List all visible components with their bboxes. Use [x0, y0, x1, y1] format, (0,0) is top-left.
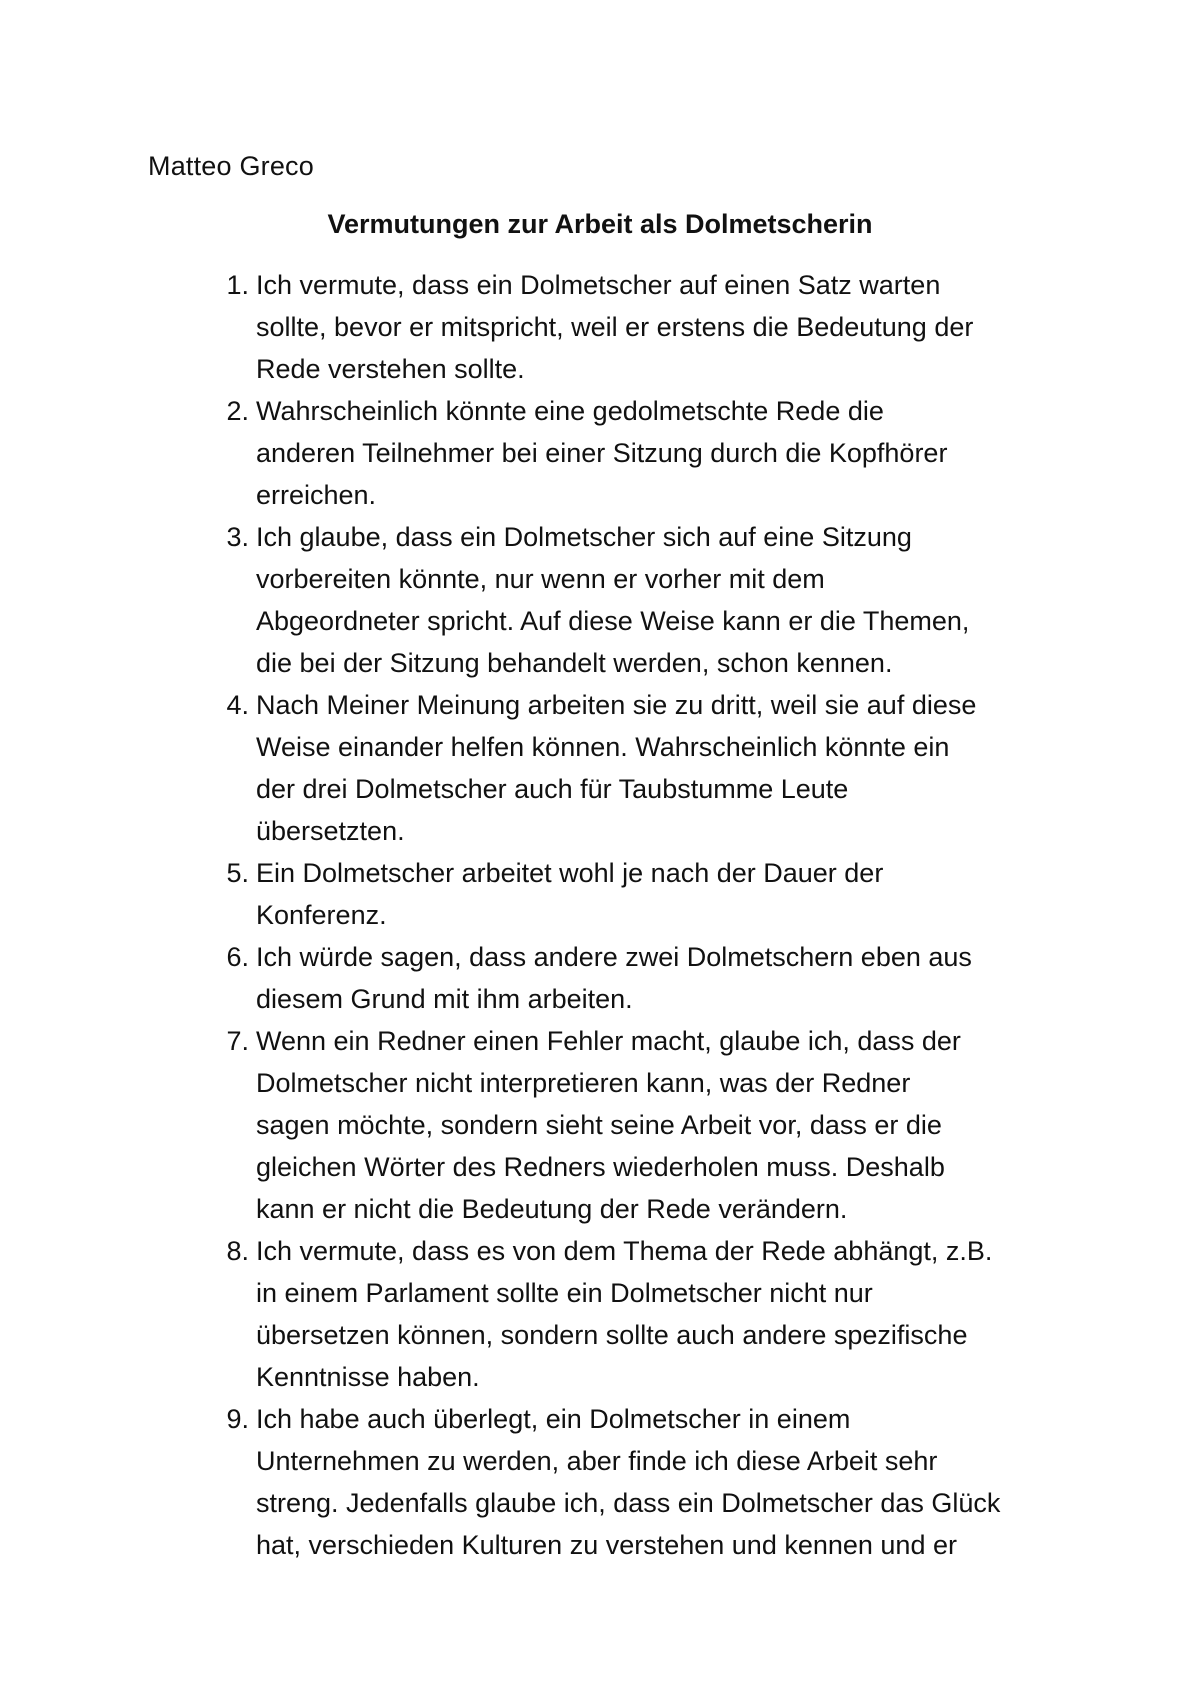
list-item-line: Kenntnisse haben.	[256, 1362, 480, 1392]
list-item-line: übersetzen können, sondern sollte auch andere spezifische	[256, 1320, 968, 1350]
document-title: Vermutungen zur Arbeit als Dolmetscherin	[327, 209, 873, 239]
list-item-line: Ich glaube, dass ein Dolmetscher sich auf eine Sitzung	[256, 522, 912, 552]
list-item	[0, 1398, 1056, 1566]
list-item-line: übersetzten.	[256, 816, 405, 846]
list-item-number: 3.	[226, 522, 249, 552]
list-item-number: 4.	[226, 690, 249, 720]
list-item-line: kann er nicht die Bedeutung der Rede verändern.	[256, 1194, 848, 1224]
list-item-line: Wenn ein Redner einen Fehler macht, glaube ich, dass der	[256, 1026, 961, 1056]
list-item-line: Nach Meiner Meinung arbeiten sie zu dritt, weil sie auf diese	[256, 690, 977, 720]
list-item	[0, 1230, 1056, 1398]
list-item-line: Wahrscheinlich könnte eine gedolmetschte Rede die	[256, 396, 884, 426]
list-item-line: in einem Parlament sollte ein Dolmetscher nicht nur	[256, 1278, 873, 1308]
list-item-line: Ich vermute, dass ein Dolmetscher auf einen Satz warten	[256, 270, 941, 300]
list-item-line: Rede verstehen sollte.	[256, 354, 525, 384]
author-name: Matteo Greco	[148, 151, 314, 181]
list-item-number: 1.	[226, 270, 249, 300]
numbered-list	[0, 264, 1056, 1566]
list-item-number: 8.	[226, 1236, 249, 1266]
list-item-line: Dolmetscher nicht interpretieren kann, was der Redner	[256, 1068, 911, 1098]
list-item-line: Abgeordneter spricht. Auf diese Weise kann er die Themen,	[256, 606, 970, 636]
list-item	[0, 1020, 1056, 1230]
list-item-line: diesem Grund mit ihm arbeiten.	[256, 984, 633, 1014]
list-item-line: Ein Dolmetscher arbeitet wohl je nach der Dauer der	[256, 858, 884, 888]
list-item	[0, 390, 1056, 516]
list-item-line: Konferenz.	[256, 900, 387, 930]
list-item-line: sagen möchte, sondern sieht seine Arbeit vor, dass er die	[256, 1110, 942, 1140]
list-item-line: der drei Dolmetscher auch für Taubstumme Leute	[256, 774, 849, 804]
list-item-line: vorbereiten könnte, nur wenn er vorher mit dem	[256, 564, 825, 594]
list-item-line: die bei der Sitzung behandelt werden, schon kennen.	[256, 648, 893, 678]
list-item-number: 6.	[226, 942, 249, 972]
list-item	[0, 516, 1056, 684]
list-item-line: sollte, bevor er mitspricht, weil er erstens die Bedeutung der	[256, 312, 974, 342]
list-item-line: Ich vermute, dass es von dem Thema der Rede abhängt, z.B.	[256, 1236, 993, 1266]
list-item-number: 2.	[226, 396, 249, 426]
list-item-line: Unternehmen zu werden, aber finde ich diese Arbeit sehr	[256, 1446, 938, 1476]
list-item	[0, 936, 1056, 1020]
list-item	[0, 264, 1056, 390]
list-item	[0, 852, 1056, 936]
list-item-number: 9.	[226, 1404, 249, 1434]
list-item-line: gleichen Wörter des Redners wiederholen muss. Deshalb	[256, 1152, 945, 1182]
list-item-line: erreichen.	[256, 480, 377, 510]
list-item-line: Ich würde sagen, dass andere zwei Dolmetschern eben aus	[256, 942, 972, 972]
list-item-number: 5.	[226, 858, 249, 888]
list-item-line: streng. Jedenfalls glaube ich, dass ein Dolmetscher das Glück	[256, 1488, 1001, 1518]
list-item-line: hat, verschieden Kulturen zu verstehen und kennen und er	[256, 1530, 957, 1560]
list-item-line: anderen Teilnehmer bei einer Sitzung durch die Kopfhörer	[256, 438, 948, 468]
list-item	[0, 684, 1056, 852]
list-item-number: 7.	[226, 1026, 249, 1056]
list-item-line: Ich habe auch überlegt, ein Dolmetscher in einem	[256, 1404, 851, 1434]
list-item-line: Weise einander helfen können. Wahrscheinlich könnte ein	[256, 732, 950, 762]
